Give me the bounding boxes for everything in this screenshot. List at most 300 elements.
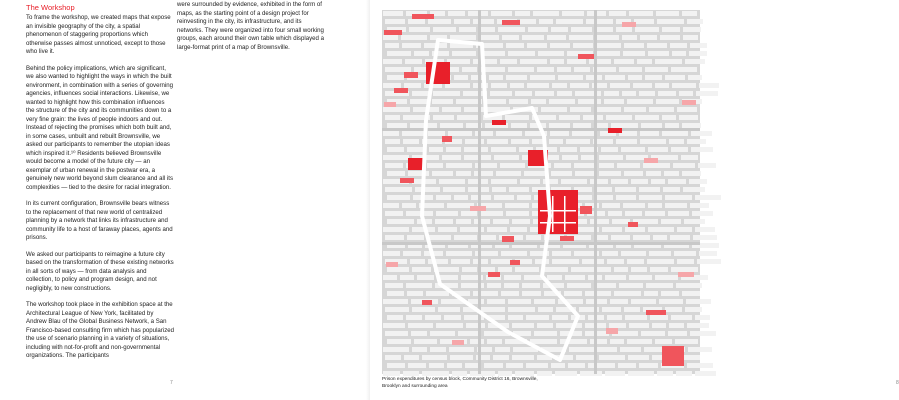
census-block <box>566 139 590 144</box>
census-block <box>576 355 596 360</box>
avenue <box>594 10 597 374</box>
census-block <box>422 355 447 360</box>
block-gap <box>552 196 554 232</box>
census-block <box>578 99 601 104</box>
census-block <box>691 131 712 136</box>
census-block <box>640 131 659 136</box>
census-block <box>410 99 429 104</box>
census-block <box>670 43 687 48</box>
census-block <box>645 75 662 80</box>
census-block <box>511 123 527 128</box>
census-block <box>582 259 604 264</box>
map-graphic <box>382 10 700 374</box>
census-block <box>436 195 451 200</box>
census-block <box>408 171 429 176</box>
census-block <box>408 323 433 328</box>
census-block <box>682 123 701 128</box>
census-block <box>385 139 400 144</box>
census-block <box>509 99 528 104</box>
census-block <box>454 195 468 200</box>
census-block <box>662 131 688 136</box>
census-block <box>383 347 409 352</box>
expenditure-block <box>502 236 514 242</box>
census-block <box>534 299 555 304</box>
census-block <box>470 339 484 344</box>
census-block <box>607 315 622 320</box>
census-block <box>410 123 437 128</box>
census-block <box>629 275 652 280</box>
census-block <box>661 291 679 296</box>
census-block <box>572 131 597 136</box>
census-block <box>653 235 667 240</box>
census-block <box>648 51 669 56</box>
census-block <box>695 195 721 200</box>
paragraph: We asked our participants to reimagine a future city based on the transformation of these existing networks in all sorts of ways — from data analysis and collection, to policy and program design, and not negligibly, to new constructions. <box>26 250 174 292</box>
census-block <box>505 115 529 120</box>
census-block <box>428 19 451 24</box>
census-block <box>458 331 481 336</box>
census-block <box>617 163 640 168</box>
expenditure-block <box>384 30 402 35</box>
census-block <box>581 155 596 160</box>
census-block <box>671 267 698 272</box>
census-block <box>385 187 412 192</box>
census-block <box>673 163 695 168</box>
census-block <box>552 315 568 320</box>
census-block <box>491 11 512 16</box>
census-block <box>520 59 547 64</box>
census-block <box>639 91 655 96</box>
census-block <box>611 179 628 184</box>
census-block <box>681 155 698 160</box>
census-block <box>627 339 652 344</box>
census-block <box>640 139 666 144</box>
census-block <box>612 219 630 224</box>
census-block <box>631 299 656 304</box>
census-block <box>475 131 493 136</box>
census-block <box>520 19 536 24</box>
block-gap <box>564 196 566 232</box>
census-block <box>688 75 702 80</box>
expenditure-block <box>492 120 506 125</box>
census-block <box>631 267 647 272</box>
census-block <box>639 195 662 200</box>
census-block <box>512 323 534 328</box>
census-block <box>575 171 596 176</box>
census-block <box>385 307 409 312</box>
census-block <box>595 195 613 200</box>
census-block <box>387 51 411 56</box>
census-block <box>602 227 622 232</box>
expenditure-block <box>560 236 574 241</box>
census-block <box>549 139 563 144</box>
census-block <box>611 123 638 128</box>
text-column-2 <box>177 1 325 60</box>
census-block <box>557 91 572 96</box>
census-block <box>677 259 694 264</box>
census-block <box>457 115 480 120</box>
census-block <box>594 283 616 288</box>
census-block <box>671 315 692 320</box>
census-block <box>385 355 401 360</box>
census-block <box>447 363 462 368</box>
census-block <box>594 107 621 112</box>
census-block <box>439 179 465 184</box>
census-block <box>554 163 571 168</box>
census-block <box>672 83 696 88</box>
census-block <box>430 331 455 336</box>
census-block <box>661 219 681 224</box>
expenditure-block <box>452 340 464 345</box>
census-block <box>505 203 529 208</box>
census-block <box>574 163 596 168</box>
expenditure-block <box>678 272 694 277</box>
census-block <box>454 19 470 24</box>
map-caption: Prison expenditures by census block, Community District 16, Brownsville, Brooklyn and surrounding area <box>382 377 538 389</box>
census-block <box>405 59 422 64</box>
census-block <box>697 259 721 264</box>
census-block <box>387 219 414 224</box>
census-block <box>383 299 408 304</box>
census-block <box>474 219 490 224</box>
census-block <box>383 107 410 112</box>
census-block <box>383 35 398 40</box>
census-block <box>494 195 514 200</box>
census-block <box>487 283 501 288</box>
census-block <box>625 211 642 216</box>
expenditure-block <box>426 62 450 84</box>
census-block <box>501 251 527 256</box>
census-block <box>387 195 410 200</box>
census-block <box>487 139 508 144</box>
census-block <box>631 179 648 184</box>
census-block <box>602 203 620 208</box>
census-block <box>510 227 527 232</box>
census-block <box>568 363 585 368</box>
census-block <box>526 315 549 320</box>
expenditure-block <box>622 22 636 27</box>
census-block <box>509 187 529 192</box>
census-block <box>629 323 649 328</box>
census-block <box>526 235 541 240</box>
census-block <box>668 331 687 336</box>
census-block <box>634 19 654 24</box>
census-block <box>658 91 676 96</box>
census-block <box>487 299 505 304</box>
census-block <box>551 27 568 32</box>
census-block <box>564 291 582 296</box>
census-block <box>586 19 613 24</box>
census-block <box>496 171 521 176</box>
census-block <box>541 107 567 112</box>
census-block <box>573 43 593 48</box>
census-block <box>387 123 407 128</box>
census-block <box>442 155 461 160</box>
census-block <box>607 259 624 264</box>
expenditure-block <box>578 54 594 59</box>
right-page <box>370 0 899 400</box>
census-block <box>383 83 401 88</box>
census-block <box>649 107 674 112</box>
census-block <box>404 83 421 88</box>
census-block <box>629 11 653 16</box>
census-block <box>542 267 568 272</box>
census-block <box>656 11 679 16</box>
census-block <box>465 139 484 144</box>
census-block <box>556 19 583 24</box>
census-block <box>683 27 701 32</box>
census-block <box>692 211 713 216</box>
census-block <box>609 323 626 328</box>
expenditure-block <box>662 346 684 366</box>
census-block <box>573 123 591 128</box>
census-block <box>685 59 705 64</box>
census-block <box>597 267 611 272</box>
census-block <box>466 323 485 328</box>
census-block <box>385 115 400 120</box>
census-block <box>627 259 644 264</box>
expenditure-block <box>394 88 408 93</box>
census-block <box>608 211 622 216</box>
census-block <box>577 195 592 200</box>
census-block <box>590 339 607 344</box>
census-block <box>660 35 680 40</box>
census-block <box>403 139 419 144</box>
census-block <box>562 11 584 16</box>
census-block <box>648 227 674 232</box>
census-block <box>454 75 468 80</box>
census-block <box>410 259 425 264</box>
census-block <box>684 219 705 224</box>
census-block <box>496 131 522 136</box>
census-block <box>602 307 621 312</box>
census-block <box>609 11 626 16</box>
census-block <box>522 35 544 40</box>
census-block <box>412 267 431 272</box>
census-block <box>596 51 620 56</box>
census-block <box>657 19 684 24</box>
census-block <box>403 251 421 256</box>
census-block <box>508 67 534 72</box>
census-block <box>530 339 557 344</box>
census-block <box>491 147 516 152</box>
census-block <box>650 315 668 320</box>
census-block <box>551 363 565 368</box>
census-block <box>429 363 444 368</box>
census-block <box>686 299 711 304</box>
expenditure-block <box>412 14 434 19</box>
census-block <box>552 259 579 264</box>
census-block <box>428 259 448 264</box>
census-block <box>699 83 719 88</box>
expenditure-block <box>386 262 398 267</box>
census-block <box>461 211 477 216</box>
census-block <box>599 155 623 160</box>
census-block <box>679 91 693 96</box>
census-block <box>510 83 524 88</box>
expenditure-block <box>408 158 424 170</box>
census-block <box>543 179 558 184</box>
census-block <box>438 227 457 232</box>
census-block <box>637 59 652 64</box>
census-block <box>695 227 715 232</box>
census-block <box>571 27 592 32</box>
census-block <box>570 83 589 88</box>
census-block <box>524 171 548 176</box>
census-block <box>644 291 658 296</box>
census-block <box>447 203 474 208</box>
census-block <box>652 323 666 328</box>
census-block <box>406 211 433 216</box>
census-block <box>624 107 646 112</box>
census-block <box>383 203 399 208</box>
census-block <box>414 51 429 56</box>
paragraph: were surrounded by evidence, exhibited in the form of maps, as the starting point of a design project for reinvesting in the city, its infrastructure, and its networks. They were organized into four small working groups, each around their own table which displayed a large-format print of a map of Brownsville. <box>177 1 325 51</box>
census-block <box>624 43 644 48</box>
census-block <box>560 339 587 344</box>
census-block <box>456 171 471 176</box>
census-block <box>412 307 435 312</box>
census-block <box>627 99 653 104</box>
census-block <box>412 91 430 96</box>
census-block <box>628 75 642 80</box>
census-block <box>446 163 472 168</box>
census-block <box>605 371 625 376</box>
census-block <box>428 131 445 136</box>
census-block <box>528 27 548 32</box>
census-block <box>446 147 461 152</box>
census-block <box>387 291 404 296</box>
census-block <box>625 315 647 320</box>
census-block <box>597 347 617 352</box>
paragraph: In its current configuration, Brownsville bears witness to the replacement of that new world of centralized planning by a network that links its infrastructure and community life to a host of faraway places, agents and prisons. <box>26 200 173 241</box>
census-block <box>619 67 642 72</box>
census-block <box>633 83 652 88</box>
census-block <box>655 339 672 344</box>
census-block <box>436 323 463 328</box>
census-block <box>450 355 473 360</box>
census-block <box>647 43 667 48</box>
expenditure-block <box>608 128 622 133</box>
census-block <box>433 115 454 120</box>
census-block <box>616 27 632 32</box>
expenditure-block <box>606 328 618 334</box>
census-block <box>604 91 619 96</box>
census-block <box>387 147 404 152</box>
census-block <box>641 123 662 128</box>
census-block <box>474 171 493 176</box>
census-block <box>383 323 405 328</box>
census-block <box>560 147 577 152</box>
census-block <box>651 179 665 184</box>
census-block <box>506 211 529 216</box>
expenditure-block <box>510 260 520 265</box>
census-block <box>435 219 453 224</box>
census-block <box>385 67 411 72</box>
census-block <box>454 235 477 240</box>
census-block <box>501 291 519 296</box>
census-block <box>511 139 529 144</box>
census-block <box>402 131 425 136</box>
census-block <box>677 107 697 112</box>
census-block <box>527 83 549 88</box>
expenditure-block <box>442 136 452 142</box>
census-block <box>448 11 465 16</box>
census-block <box>693 235 717 240</box>
census-block <box>442 107 461 112</box>
census-block <box>402 203 416 208</box>
page-number-left: 7 <box>170 380 173 386</box>
census-block <box>635 115 659 120</box>
census-block <box>649 251 671 256</box>
census-block <box>387 363 405 368</box>
census-block <box>689 179 707 184</box>
census-block <box>385 163 403 168</box>
census-block <box>643 163 670 168</box>
census-block <box>520 179 540 184</box>
census-block <box>585 291 611 296</box>
census-block <box>699 251 717 256</box>
census-block <box>538 51 564 56</box>
census-block <box>533 11 559 16</box>
census-block <box>628 371 654 376</box>
census-block <box>687 323 709 328</box>
census-block <box>427 235 451 240</box>
census-block <box>417 275 434 280</box>
page-number-right: 8 <box>896 380 899 386</box>
census-block <box>480 307 505 312</box>
census-block <box>665 307 682 312</box>
census-block <box>696 91 718 96</box>
census-block <box>508 307 535 312</box>
census-block <box>549 123 570 128</box>
census-block <box>605 275 626 280</box>
census-block <box>402 43 421 48</box>
census-block <box>599 355 625 360</box>
census-block <box>515 267 539 272</box>
census-block <box>411 331 427 336</box>
expenditure-block <box>682 100 696 105</box>
census-block <box>614 59 634 64</box>
census-block <box>605 75 625 80</box>
census-block <box>534 331 557 336</box>
census-block <box>531 99 546 104</box>
census-block <box>415 187 440 192</box>
census-block <box>444 315 461 320</box>
census-block <box>668 211 689 216</box>
census-block <box>664 171 679 176</box>
census-block <box>407 291 423 296</box>
census-block <box>690 331 716 336</box>
census-block <box>406 315 422 320</box>
census-block <box>383 155 409 160</box>
census-block <box>479 35 499 40</box>
census-block <box>623 203 645 208</box>
census-block <box>462 67 477 72</box>
census-block <box>547 275 562 280</box>
census-block <box>552 83 567 88</box>
census-block <box>624 307 640 312</box>
census-block <box>412 347 427 352</box>
census-block <box>491 259 512 264</box>
census-block <box>589 59 611 64</box>
block-gap <box>540 210 576 212</box>
left-page <box>0 0 370 400</box>
census-block <box>624 171 643 176</box>
census-block <box>671 147 688 152</box>
census-block <box>676 283 702 288</box>
census-block <box>557 67 571 72</box>
